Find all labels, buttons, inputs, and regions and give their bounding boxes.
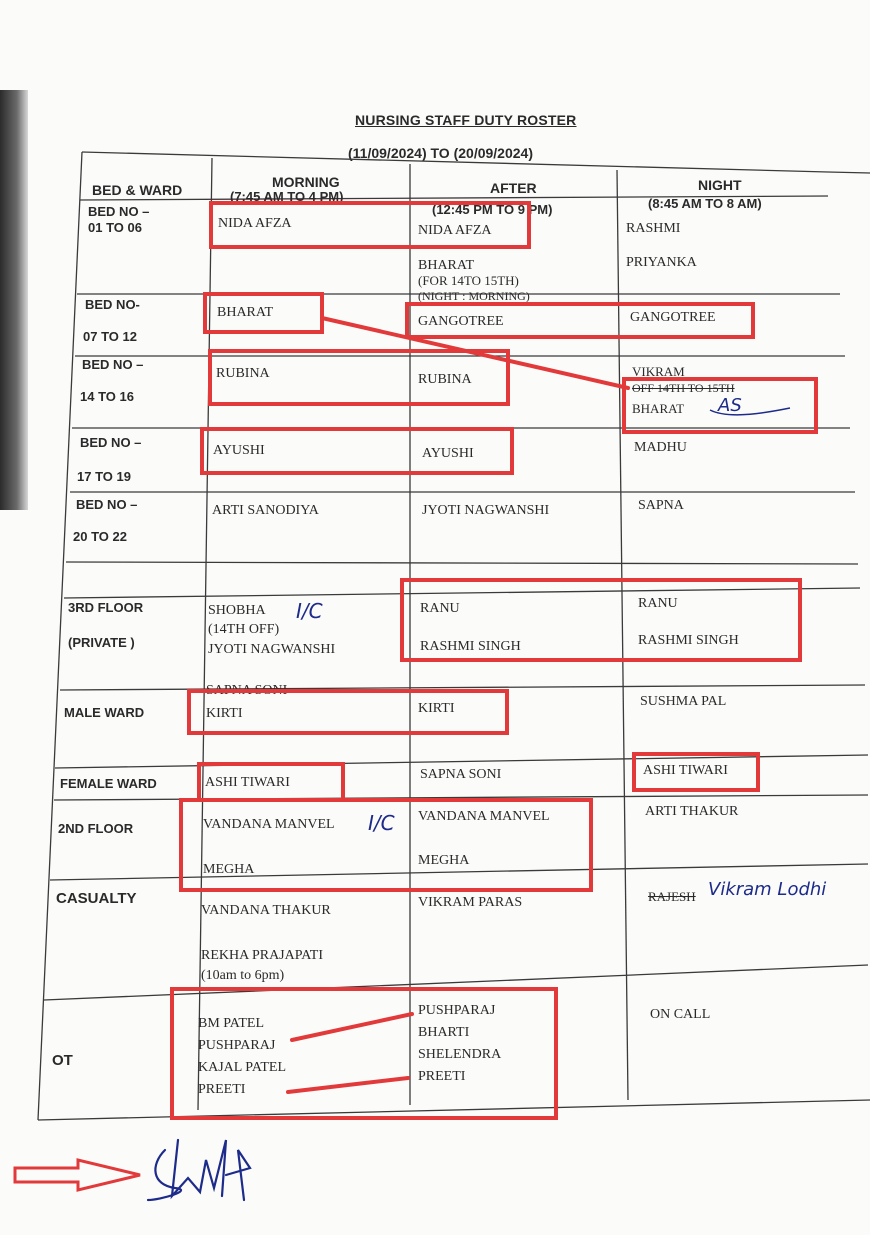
ward-label: 3RD FLOOR xyxy=(68,600,144,615)
ward-label: (PRIVATE ) xyxy=(68,635,135,650)
morning-staff: AYUSHI xyxy=(213,443,265,458)
morning-staff: (14TH OFF) xyxy=(208,622,280,637)
arrow-icon xyxy=(15,1160,140,1190)
header-morning: MORNING xyxy=(272,174,340,190)
highlight-box xyxy=(209,201,531,249)
after-staff: JYOTI NAGWANSHI xyxy=(422,503,550,518)
morning-staff: ASHI TIWARI xyxy=(205,775,290,790)
night-staff-strike: RAJESH xyxy=(648,889,696,904)
after-staff: AYUSHI xyxy=(422,446,474,461)
morning-staff: VANDANA THAKUR xyxy=(201,903,331,918)
after-staff: VIKRAM PARAS xyxy=(418,895,523,910)
night-staff: SUSHMA PAL xyxy=(640,694,727,709)
night-staff: RASHMI SINGH xyxy=(638,633,739,648)
after-staff: PUSHPARAJ xyxy=(418,1003,496,1018)
highlight-box xyxy=(400,578,802,662)
highlight-box xyxy=(187,689,509,735)
highlight-box xyxy=(203,292,324,334)
night-staff: GANGOTREE xyxy=(630,310,716,325)
morning-staff: SHOBHA xyxy=(208,603,266,618)
night-staff: VIKRAM xyxy=(632,364,685,379)
night-staff: ON CALL xyxy=(650,1007,711,1022)
ward-label: CASUALTY xyxy=(56,890,137,907)
ward-label: MALE WARD xyxy=(64,705,145,720)
ward-label: BED NO – xyxy=(76,497,138,512)
after-staff: NIDA AFZA xyxy=(418,223,492,238)
after-staff: PREETI xyxy=(418,1069,466,1084)
after-staff: RUBINA xyxy=(418,372,472,387)
morning-staff: PUSHPARAJ xyxy=(198,1038,276,1053)
header-after: AFTER xyxy=(490,180,537,196)
ward-label: OT xyxy=(52,1052,73,1069)
binder-clip xyxy=(0,90,28,510)
highlight-box xyxy=(170,987,558,1120)
ward-label: 07 TO 12 xyxy=(83,329,137,344)
night-staff: BHARAT xyxy=(632,401,685,416)
handwritten-ic-mark: I/C xyxy=(296,599,323,623)
ward-label: BED NO- xyxy=(85,297,140,312)
after-staff: BHARAT xyxy=(418,258,475,273)
header-ward: BED & WARD xyxy=(92,182,183,198)
highlight-box xyxy=(208,349,510,406)
ward-label: 2ND FLOOR xyxy=(58,821,134,836)
morning-staff: REKHA PRAJAPATI xyxy=(201,948,324,963)
morning-staff: JYOTI NAGWANSHI xyxy=(208,642,336,657)
ward-label: 20 TO 22 xyxy=(73,529,127,544)
ward-label: BED NO – xyxy=(82,357,144,372)
ward-label: 01 TO 06 xyxy=(88,220,142,235)
ward-label: BED NO – xyxy=(88,204,150,219)
night-staff: RANU xyxy=(638,596,678,611)
ward-label: BED NO – xyxy=(80,435,142,450)
after-staff: RASHMI SINGH xyxy=(420,639,521,654)
morning-staff: KAJAL PATEL xyxy=(198,1060,287,1075)
roster-period: (11/09/2024) TO (20/09/2024) xyxy=(348,145,533,161)
handwritten-initials: AS xyxy=(718,395,742,416)
morning-staff: ARTI SANODIYA xyxy=(212,503,319,518)
after-staff: VANDANA MANVEL xyxy=(418,809,550,824)
night-staff: MADHU xyxy=(634,440,687,455)
night-staff: ASHI TIWARI xyxy=(643,763,728,778)
roster-title: NURSING STAFF DUTY ROSTER xyxy=(355,112,577,128)
handwritten-casualty-night: Vikram Lodhi xyxy=(708,879,827,900)
after-staff: SHELENDRA xyxy=(418,1047,502,1062)
highlight-box xyxy=(179,798,593,892)
night-staff: SAPNA xyxy=(638,498,684,513)
after-staff: BHARTI xyxy=(418,1025,470,1040)
after-staff: KIRTI xyxy=(418,701,455,716)
header-night-time: (8:45 AM TO 8 AM) xyxy=(648,196,762,211)
morning-staff: PREETI xyxy=(198,1082,246,1097)
after-staff: GANGOTREE xyxy=(418,314,504,329)
ward-label: 14 TO 16 xyxy=(80,389,134,404)
after-staff: MEGHA xyxy=(418,853,470,868)
header-after-time: (12:45 PM TO 9 PM) xyxy=(432,202,553,217)
morning-staff: MEGHA xyxy=(203,862,255,877)
after-staff: RANU xyxy=(420,601,460,616)
highlight-box xyxy=(197,762,345,802)
night-staff: RASHMI xyxy=(626,221,681,236)
highlight-box xyxy=(405,302,755,339)
highlight-box xyxy=(622,377,818,434)
morning-staff: VANDANA MANVEL xyxy=(203,817,335,832)
header-night: NIGHT xyxy=(698,177,742,193)
header-morning-time: (7:45 AM TO 4 PM) xyxy=(230,189,344,204)
morning-staff-strike: SAPNA SONI xyxy=(206,683,288,698)
highlight-box xyxy=(200,427,514,475)
morning-staff: BM PATEL xyxy=(198,1016,265,1031)
handwritten-ic-mark: I/C xyxy=(368,811,395,835)
morning-staff: KIRTI xyxy=(206,706,243,721)
after-staff: SAPNA SONI xyxy=(420,767,502,782)
after-staff: (FOR 14TO 15TH) xyxy=(418,273,519,288)
morning-staff: (10am to 6pm) xyxy=(201,968,285,983)
night-staff: ARTI THAKUR xyxy=(645,804,739,819)
signature-icon xyxy=(148,1140,250,1200)
ward-label: FEMALE WARD xyxy=(60,776,157,791)
morning-staff: NIDA AFZA xyxy=(218,216,292,231)
highlight-box xyxy=(632,752,760,792)
ward-label: 17 TO 19 xyxy=(77,469,131,484)
morning-staff: RUBINA xyxy=(216,366,270,381)
night-staff-strike: OFF 14TH TO 15TH xyxy=(632,381,735,395)
night-staff: PRIYANKA xyxy=(626,255,697,270)
morning-staff: BHARAT xyxy=(217,305,274,320)
after-staff: (NIGHT : MORNING) xyxy=(418,289,530,303)
